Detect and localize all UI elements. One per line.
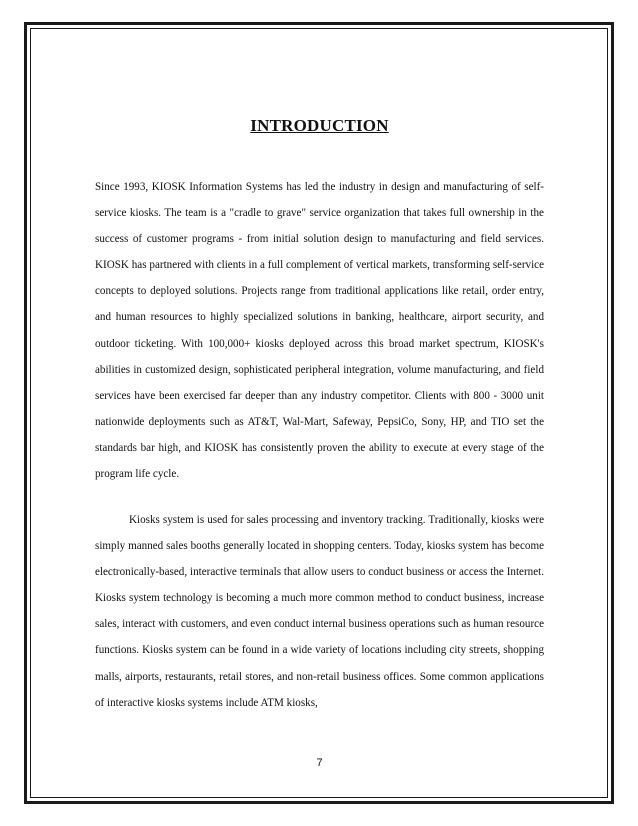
page-number: 7 (316, 757, 323, 769)
paragraph-kiosk-system: Kiosks system is used for sales processing and inventory tracking. Traditionally, kiosks were simply manned sales booths generally located in shopping centers. Today, kiosks system has become electronically-based, interactive terminals that allow users to conduct business or access the Internet. Kiosks system technology is becoming a much more common method to conduct business, increase sales, interact with customers, and even conduct internal business operations such as human resource functions. Kiosks system can be found in a wide variety of locations including city streets, shopping malls, airports, restaurants, retail stores, and non-retail business offices. Some common applications of interactive kiosks systems include ATM kiosks, (95, 514, 544, 709)
paragraph-company-history: Since 1993, KIOSK Information Systems has led the industry in design and manufacturing of self-service kiosks. The team is a "cradle to grave" service organization that takes full ownership in the success of customer programs - from initial solution design to manufacturing and field services. KIOSK has partnered with clients in a full complement of vertical markets, transforming self-service concepts to deployed solutions. Projects range from traditional applications like retail, order entry, and human resources to highly specialized solutions in banking, healthcare, airport security, and outdoor ticketing. With 100,000+ kiosks deployed across this broad market spectrum, KIOSK's abilities in customized design, sophisticated peripheral integration, volume manufacturing, and field services have been exercised far deeper than any industry competitor. Clients with 800 - 3000 unit nationwide deployments such as AT&T, Wal-Mart, Safeway, PepsiCo, Sony, HP, and TIO set the standards bar high, and KIOSK has consistently proven the ability to execute at every stage of the program life cycle. (95, 181, 544, 481)
page-title: INTRODUCTION (250, 116, 389, 135)
